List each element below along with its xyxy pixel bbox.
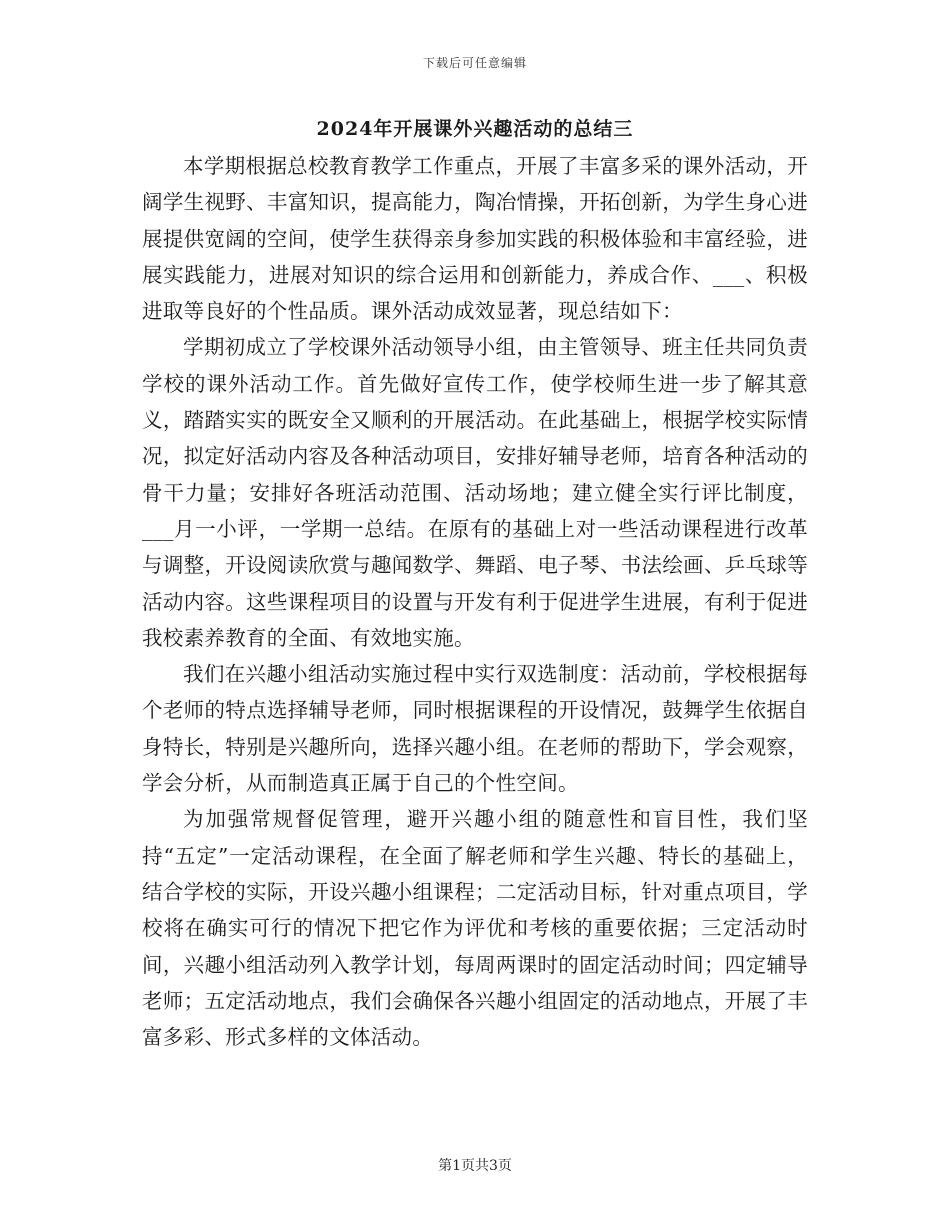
page-number: 第1页共3页	[438, 1158, 512, 1174]
paragraph-management: 为加强常规督促管理，避开兴趣小组的随意性和盲目性，我们坚持“五定”一定活动课程，在全面了解老师和学生兴趣、特长的基础上，结合学校的实际，开设兴趣小组课程；二定活动目标，针对重点项目，学校将在确实可行的情况下把它作为评优和考核的重要依据；三定活动时间，兴趣小组活动列入教学计划，每周两课时的固定活动时间；四定辅导老师；五定活动地点，我们会确保各兴趣小组固定的活动地点，开展了丰富多彩、形式多样的文体活动。	[142, 807, 808, 1050]
paragraph-intro: 本学期根据总校教育教学工作重点，开展了丰富多采的课外活动，开阔学生视野、丰富知识，提高能力，陶冶情操，开拓创新，为学生身心进展提供宽阔的空间，使学生获得亲身参加实践的积极体验和丰富经验，进展实践能力，进展对知识的综合运用和创新能力，养成合作、___、积极进取等良好的个性品质。课外活动成效显著，现总结如下：	[142, 154, 808, 324]
paragraph-selection: 我们在兴趣小组活动实施过程中实行双选制度：活动前，学校根据每个老师的特点选择辅导老师，同时根据课程的开设情况，鼓舞学生依据自身特长，特别是兴趣所向，选择兴趣小组。在老师的帮助下，学会观察，学会分析，从而制造真正属于自己的个性空间。	[142, 662, 808, 796]
document-body	[142, 148, 808, 1055]
page-header-note: 下载后可任意编辑	[422, 56, 527, 70]
document-title: 2024年开展课外兴趣活动的总结三	[316, 118, 634, 140]
paragraph-organization: 学期初成立了学校课外活动领导小组，由主管领导、班主任共同负责学校的课外活动工作。首先做好宣传工作，使学校师生进一步了解其意义，踏踏实实的既安全又顺利的开展活动。在此基础上，根据学校实际情况，拟定好活动内容及各种活动项目，安排好辅导老师，培育各种活动的骨干力量；安排好各班活动范围、活动场地；建立健全实行评比制度，___月一小评，一学期一总结。在原有的基础上对一些活动课程进行改革与调整，开设阅读欣赏与趣闻数学、舞蹈、电子琴、书法绘画、乒乓球等活动内容。这些课程项目的设置与开发有利于促进学生进展，有利于促进我校素养教育的全面、有效地实施。	[142, 335, 808, 650]
